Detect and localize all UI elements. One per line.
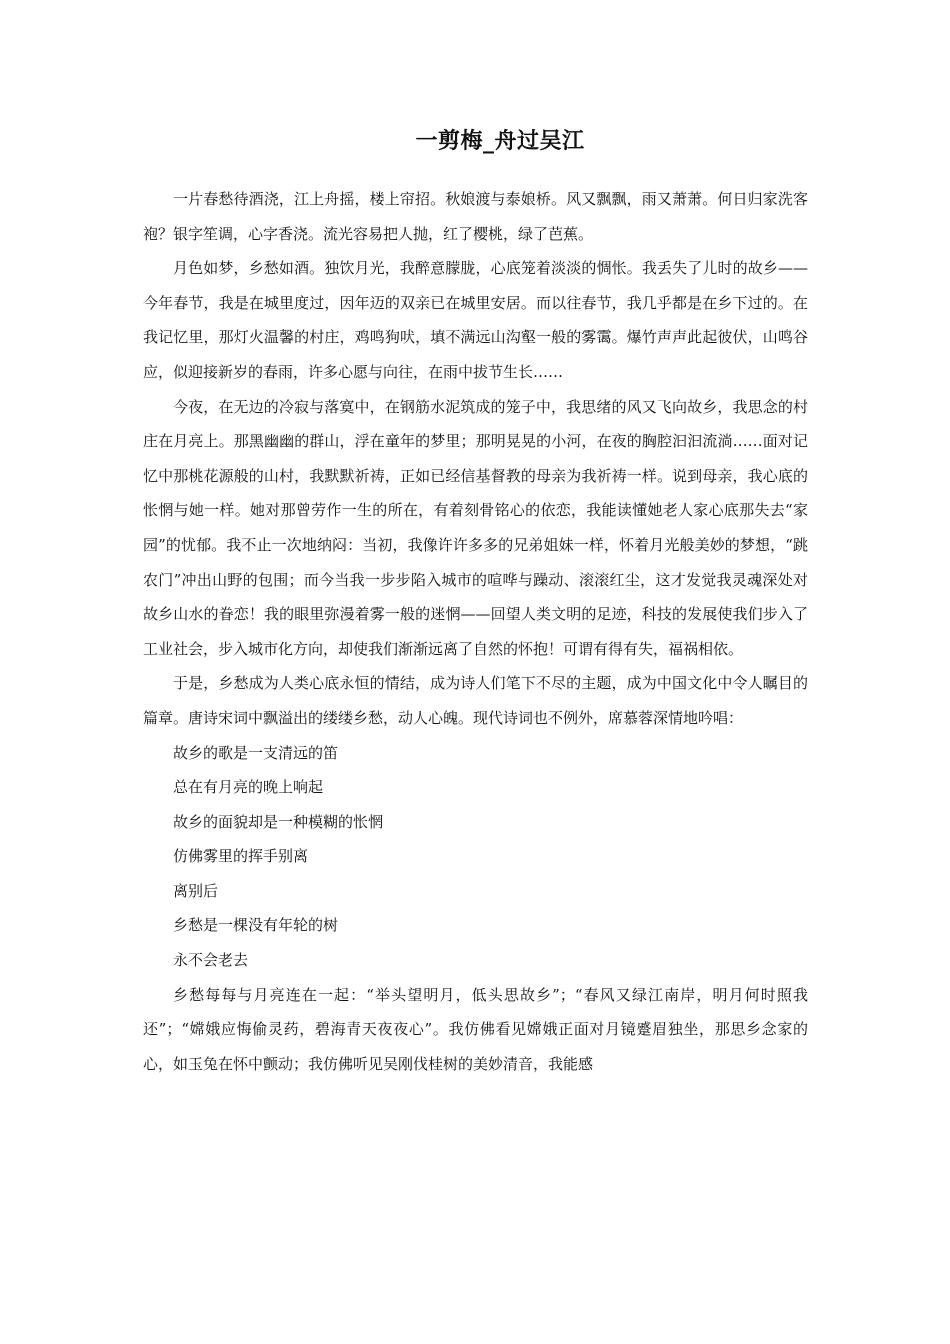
paragraph-4: 于是，乡愁成为人类心底永恒的情结，成为诗人们笔下不尽的主题，成为中国文化中令人瞩目的篇章。唐诗宋词中飘溢出的缕缕乡愁，动人心魄。现代诗词也不例外，席慕蓉深情地吟唱： bbox=[143, 674, 808, 727]
document-title: 一剪梅_舟过吴江 bbox=[415, 128, 585, 154]
paragraph-1: 一片春愁待酒浇，江上舟摇，楼上帘招。秋娘渡与泰娘桥。风又飘飘，雨又萧萧。何日归家洗客袍？银字笙调，心字香浇。流光容易把人抛，红了樱桃，绿了芭蕉。 bbox=[143, 190, 808, 243]
poem-line: 乡愁是一棵没有年轮的树 bbox=[173, 916, 339, 935]
poem-line: 仿佛雾里的挥手别离 bbox=[173, 847, 309, 866]
paragraph-3: 今夜，在无边的冷寂与落寞中，在钢筋水泥筑成的笼子中，我思绪的风又飞向故乡，我思念的村庄在月亮上。那黑幽幽的群山，浮在童年的梦里；那明晃晃的小河，在夜的胸腔汩汩流淌……面对记忆中那桃花源般的山村，我默默祈祷，正如已经信基督教的母亲为我祈祷一样。说到母亲，我心底的怅惘与她一样。她对那曾劳作一生的所在，有着刻骨铭心的依恋，我能读懂她老人家心底那失去“家园”的忧郁。我不止一次地纳闷：当初，我像许许多多的兄弟姐妹一样，怀着月光般美妙的梦想，“跳农门”冲出山野的包围；而今当我一步步陷入城市的喧哗与躁动、滚滚红尘，这才发觉我灵魂深处对故乡山水的眷恋！我的眼里弥漫着雾一般的迷惘——回望人类文明的足迹，科技的发展使我们步入了工业社会，步入城市化方向，却使我们渐渐远离了自然的怀抱！可谓有得有失，福祸相依。 bbox=[143, 397, 808, 658]
poem-line: 故乡的面貌却是一种模糊的怅惘 bbox=[173, 812, 384, 831]
paragraph-5: 乡愁每每与月亮连在一起：“举头望明月，低头思故乡”；“春风又绿江南岸，明月何时照我还”；“嫦娥应悔偷灵药，碧海青天夜夜心”。我仿佛看见嫦娥正面对月镜蹙眉独坐，那思乡念家的心，如玉兔在怀中颤动；我仿佛听见吴刚伐桂树的美妙清音，我能感 bbox=[143, 985, 808, 1073]
poem-line: 故乡的歌是一支清远的笛 bbox=[173, 743, 339, 762]
poem-block bbox=[143, 736, 808, 978]
poem-line: 永不会老去 bbox=[173, 951, 249, 970]
paragraph-2: 月色如梦，乡愁如酒。独饮月光，我醉意朦胧，心底笼着淡淡的惆怅。我丢失了儿时的故乡——今年春节，我是在城里度过，因年迈的双亲已在城里安居。而以往春节，我几乎都是在乡下过的。在我记忆里，那灯火温馨的村庄，鸡鸣狗吠，填不满远山沟壑一般的雾霭。爆竹声声此起彼伏，山鸣谷应，似迎接新岁的春雨，许多心愿与向往，在雨中拔节生长…… bbox=[143, 259, 808, 381]
poem-line: 离别后 bbox=[173, 881, 219, 900]
poem-line: 总在有月亮的晚上响起 bbox=[173, 778, 324, 797]
article-body bbox=[143, 182, 808, 1081]
